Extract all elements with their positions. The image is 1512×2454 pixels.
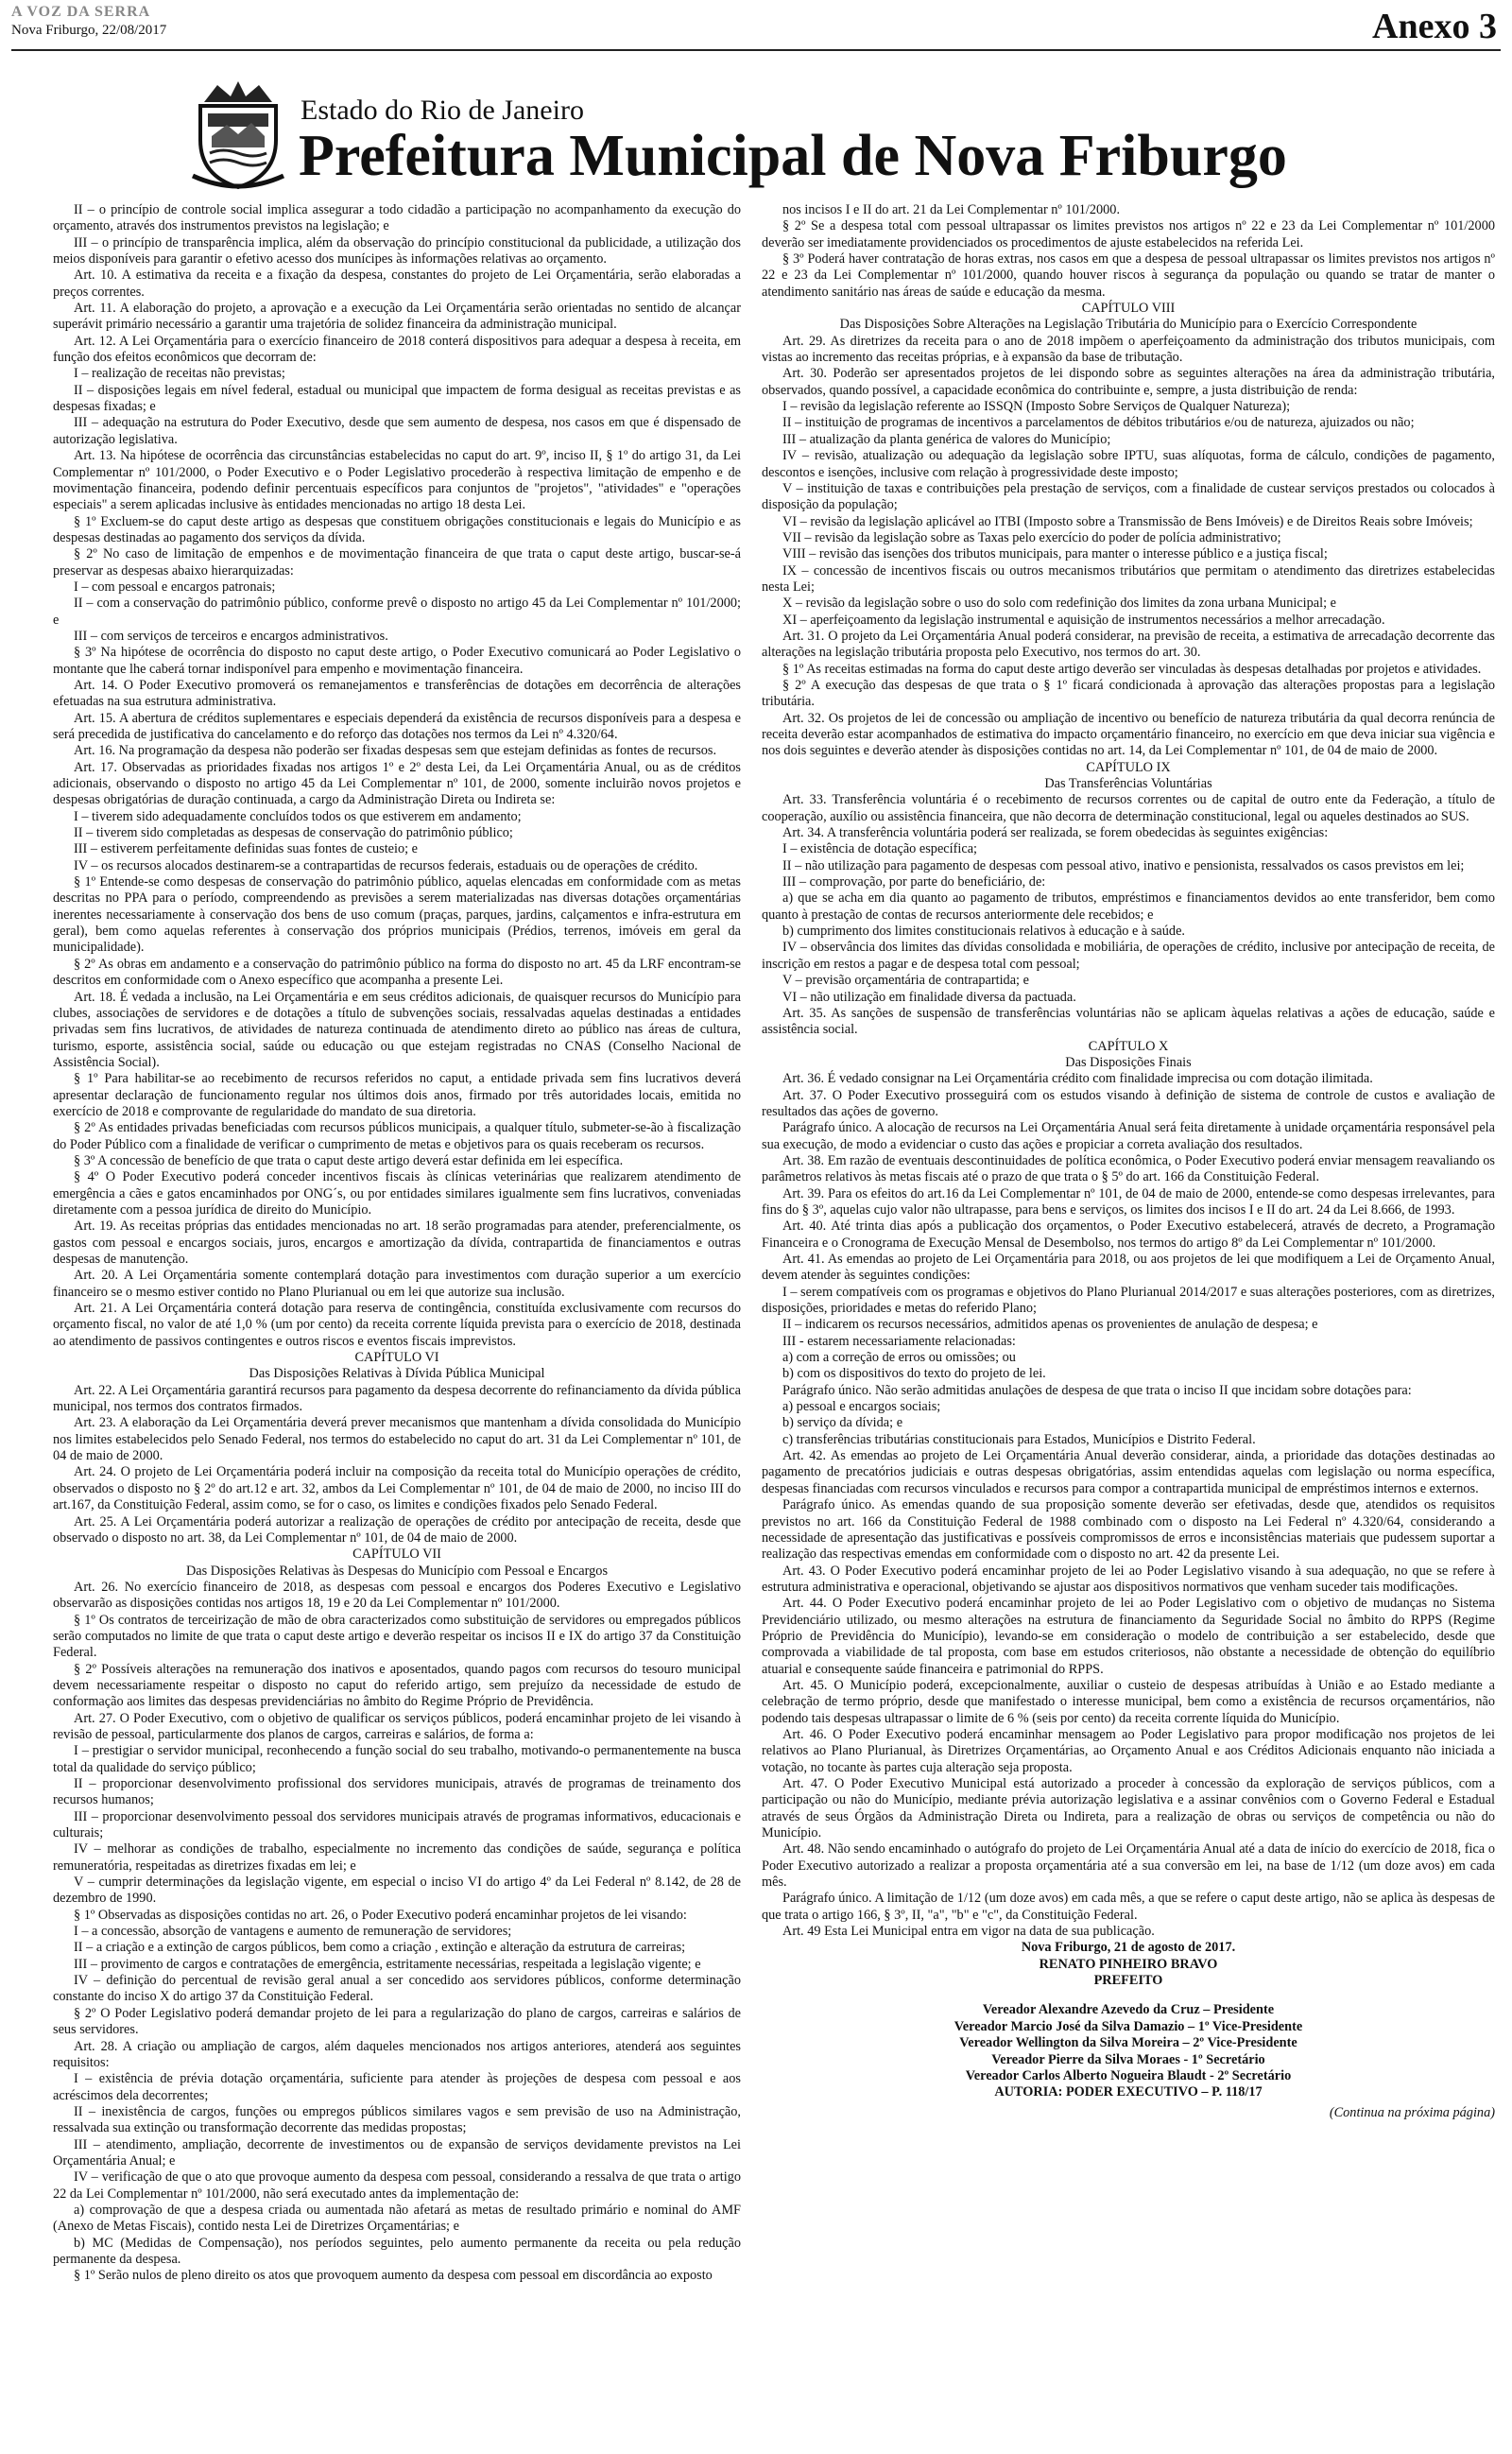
text-paragraph: II – tiverem sido completadas as despesas de conservação do patrimônio público; [74,825,513,841]
text-paragraph: § 1º Entende-se como despesas de conservação do patrimônio público, aquelas elencadas em conformidade com as metas descritas no PPA para o período, compreendendo as previsões a serem materializadas nas diversas dotações orçamentárias inerentes necessariamente à conservação dos bens de uso comum (praças, parques, jardins, calçamentos e infra-estrutura em geral), bem como aquelas referentes à conservação dos próprios municipais (Prédios, terrenos, imóveis em geral da municipalidade). [53,874,741,956]
text-paragraph: IX – concessão de incentivos fiscais ou outros mecanismos tributários que permitam o atendimento das diretrizes estabelecidas nesta Lei; [762,562,1495,595]
text-paragraph: Art. 27. O Poder Executivo, com o objetivo de qualificar os serviços públicos, poderá encaminhar projeto de lei visando à revisão de pessoal, particularmente dos planos de cargos, carreiras e salários, de forma a: [53,1710,741,1742]
signature-block [762,1940,1495,2120]
text-paragraph: § 2º Possíveis alterações na remuneração dos inativos e aposentados, quando pagos com recursos do tesouro municipal devem necessariamente respeitar o disposto no caput do referido artigo, sem prejuízo da necessidade de estudo de conformação aos limites das despesas previdenciárias no âmbito do Regime Próprio de Previdência. [53,1661,741,1710]
text-paragraph: CAPÍTULO VIII [1081,301,1176,317]
text-paragraph: III – estiverem perfeitamente definidas suas fontes de custeio; e [74,841,419,857]
text-paragraph: Art. 36. É vedado consignar na Lei Orçamentária crédito com finalidade imprecisa ou com dotação ilimitada. [782,1071,1373,1087]
text-paragraph: VII – revisão da legislação sobre as Taxas pelo exercício do poder de polícia administrativo; [782,529,1281,545]
text-paragraph: II – inexistência de cargos, funções ou empregos públicos similares vagos e sem previsão de uso na Administração, ressalvada sua extinção ou transformação decorrente das medidas propostas; [53,2103,741,2136]
mayor-title: PREFEITO [1093,1973,1163,1989]
text-paragraph: IV – definição do percentual de revisão geral anual a ser concedido aos servidores públicos, conforme determinação constante do inciso X do artigo 37 da Constituição Federal. [53,1973,741,2005]
text-paragraph: III – atualização da planta genérica de valores do Município; [782,431,1111,447]
text-paragraph: a) pessoal e encargos sociais; [782,1399,941,1415]
text-paragraph: § 2º As obras em andamento e a conservação do patrimônio público na forma do disposto no art. 45 da LRF encontram-se descritos em conformidade com o Anexo específico que acompanha a presente Lei. [53,956,741,989]
mayor-name: RENATO PINHEIRO BRAVO [1039,1956,1218,1972]
text-paragraph: Art. 25. A Lei Orçamentária poderá autorizar a realização de operações de crédito por antecipação de receita, desde que observado o disposto no art. 38, da Lei Complementar nº 101, de 04 de maio de 2000. [53,1513,741,1546]
issue-date: Nova Friburgo, 22/08/2017 [11,23,167,38]
text-paragraph: § 1º Para habilitar-se ao recebimento de recursos referidos no caput, a entidade privada sem fins lucrativos deverá apresentar declaração de funcionamento regular nos últimos dois anos, firmado por três autoridades locais, emitida no exercício de 2018 e comprovante de regularidade do mandato de sua diretoria. [53,1071,741,1119]
text-paragraph: V – cumprir determinações da legislação vigente, em especial o inciso VI do artigo 4º da Lei Federal nº 8.142, de 28 de dezembro de 1990. [53,1875,741,1907]
text-paragraph: Parágrafo único. Não serão admitidas anulações de despesa de que trata o inciso II que incidam sobre dotações para: [782,1382,1412,1398]
text-paragraph: Art. 21. A Lei Orçamentária conterá dotação para reserva de contingência, constituída exclusivamente com recursos do orçamento fiscal, no valor de até 1,0 % (um por cento) da receita corrente líquida prevista para o exercício de 2018, destinada ao atendimento de passivos contingentes e outros riscos e eventos fiscais imprevistos. [53,1301,741,1349]
text-paragraph: § 1º Os contratos de terceirização de mão de obra caracterizados como substituição de servidores ou empregados públicos serão computados no limite de que trata o caput deste artigo e deverão respeitar os incisos II e IX do artigo 37 da Constituição Federal. [53,1612,741,1661]
text-paragraph: XI – aperfeiçoamento da legislação instrumental e aquisição de instrumentos necessários a melhor arrecadação. [782,612,1385,628]
text-paragraph: III – provimento de cargos e contratações de emergência, estritamente necessárias, respeitada a legislação vigente; e [74,1956,701,1972]
text-paragraph: Art. 29. As diretrizes da receita para o ano de 2018 impõem o aperfeiçoamento da administração dos tributos municipais, com vistas ao incremento das receitas próprias, e à expansão da base de tributação. [762,333,1495,366]
continuation-note: (Continua na próxima página) [1329,2104,1495,2120]
text-paragraph: CAPÍTULO IX [1086,759,1171,775]
text-paragraph: III – atendimento, ampliação, decorrente de investimentos ou de expansão de serviços devidamente previstos na Lei Orçamentária Anual; e [53,2136,741,2169]
text-paragraph: Art. 40. Até trinta dias após a publicação dos orçamentos, o Poder Executivo estabelecerá, através de decreto, a Programação Financeira e o Cronograma de Execução Mensal de Desembolso, nos termos do artigo 8º da Lei Complementar nº 101/2000. [762,1218,1495,1251]
text-paragraph: Art. 26. No exercício financeiro de 2018, as despesas com pessoal e encargos dos Poderes Executivo e Legislativo observarão as disposições contidas nos artigos 18, 19 e 20 da Lei Complementar nº 101/2000. [53,1579,741,1612]
text-paragraph: nos incisos I e II do art. 21 da Lei Complementar nº 101/2000. [782,202,1121,217]
councillor-line: Vereador Alexandre Azevedo da Cruz – Presidente [982,2002,1275,2018]
text-paragraph: § 1º Observadas as disposições contidas no art. 26, o Poder Executivo poderá encaminhar projetos de lei visando: [74,1907,687,1923]
text-paragraph: CAPÍTULO VI [354,1350,439,1366]
text-paragraph: Parágrafo único. As emendas quando de sua proposição somente deverão ser efetivadas, desde que, atendidos os requisitos previstos no art. 166 da Constituição Federal de 1988 combinado com o disposto na Lei Federal nº 4.320/64, considerando a necessidade de apresentação das justificativas e possíveis compromissos de erros e inconsistências materiais que pudessem suportar a realização das respectivas emendas em conformidade com o disposto no art. 42 da presente Lei. [762,1497,1495,1563]
coat-of-arms-icon [189,78,288,191]
text-paragraph: I – prestigiar o servidor municipal, reconhecendo a função social do seu trabalho, motivando-o permanentemente na busca total da qualidade do serviço público; [53,1743,741,1775]
councillor-line: Vereador Wellington da Silva Moreira – 2º Vice-Presidente [959,2035,1297,2051]
text-paragraph: b) serviço da dívida; e [782,1415,903,1431]
text-paragraph: Art. 44. O Poder Executivo poderá encaminhar projeto de lei ao Poder Legislativo com o objetivo de mudanças no Sistema Previdenciário utilizado, ou mesmo alterações na estrutura de financiamento da Seguridade Social no âmbito do RPPS (Regime Próprio de Previdência do Município), levando-se em consideração o modelo de contribuição a ser estabelecido, desde que comprovada a viabilidade de tal proposta, com base em estudos criteriosos, não obstante a necessidade de obtenção do equilíbrio atuarial e consequente saúde financeira e patrimonial do RPPS. [762,1596,1495,1677]
text-paragraph: II – instituição de programas de incentivos a parcelamentos de débitos tributários e/ou de natureza, ajuizados ou não; [782,415,1415,431]
text-paragraph: II – com a conservação do patrimônio público, conforme prevê o disposto no artigo 45 da Lei Complementar nº 101/2000; e [53,596,741,628]
text-paragraph: Art. 35. As sanções de suspensão de transferências voluntárias não se aplicam àquelas relativas a ações de educação, saúde e assistência social. [762,1005,1495,1038]
text-paragraph: b) cumprimento dos limites constitucionais relativos à educação e à saúde. [782,924,1185,940]
text-paragraph: II – o princípio de controle social implica assegurar a todo cidadão a participação no acompanhamento da execução do orçamento, através dos instrumentos previstos na legislação; e [53,202,741,234]
text-paragraph: § 3º Na hipótese de ocorrência do disposto no caput deste artigo, o Poder Executivo comunicará ao Poder Legislativo o montante que lhe caberá tornar indisponível para empenho e movimentação financeira. [53,645,741,677]
councillor-line: Vereador Marcio José da Silva Damazio – 1º Vice-Presidente [954,2018,1303,2034]
text-paragraph: IV – verificação de que o ato que provoque aumento da despesa com pessoal, considerando a ressalva de que trata o artigo 22 da Lei Complementar nº 101/2000, não será executado antes da implementação de: [53,2169,741,2202]
text-paragraph: I – com pessoal e encargos patronais; [74,579,276,595]
text-paragraph: CAPÍTULO VII [352,1547,441,1563]
text-paragraph: II – indicarem os recursos necessários, admitidos apenas os provenientes de anulação de despesa; e [782,1317,1318,1333]
text-paragraph: IV – melhorar as condições de trabalho, especialmente no incremento das condições de saúde, segurança e política remuneratória, respeitadas as diretrizes fixadas em lei; e [53,1841,741,1874]
text-paragraph: Art. 19. As receitas próprias das entidades mencionadas no art. 18 serão programadas para atender, preferencialmente, os gastos com pessoal e encargos sociais, juros, encargos e amortização da dívida, contrapartida de financiamentos e outras despesas de manutenção. [53,1218,741,1267]
text-paragraph: Art. 41. As emendas ao projeto de Lei Orçamentária para 2018, ou aos projetos de lei que modifiquem a Lei de Orçamento Anual, devem atender às seguintes condições: [762,1252,1495,1284]
left-text-column [53,202,741,2285]
councillor-line: Vereador Carlos Alberto Nogueira Blaudt - 2º Secretário [965,2067,1292,2083]
text-paragraph: § 4º O Poder Executivo poderá conceder incentivos fiscais às clínicas veterinárias que realizarem atendimento de emergência a cães e gatos encaminhados por ONG´s, ou por entidades similares igualmente sem fins lucrativos, conveniadas diretamente com a pessoa jurídica de direito do Município. [53,1169,741,1218]
text-paragraph: a) comprovação de que a despesa criada ou aumentada não afetará as metas de resultado primário e nominal do AMF (Anexo de Metas Fiscais), contido nesta Lei de Diretrizes Orçamentárias; e [53,2202,741,2235]
text-paragraph: I – revisão da legislação referente ao ISSQN (Imposto Sobre Serviços de Qualquer Natureza); [782,399,1291,415]
text-paragraph: Art. 31. O projeto da Lei Orçamentária Anual poderá considerar, na previsão de receita, a estimativa de arrecadação decorrente das alterações na legislação tributária proposta pelo Executivo, nos termos do art. 30. [762,628,1495,661]
text-paragraph: I – serem compatíveis com os programas e objetivos do Plano Plurianual 2014/2017 e suas alterações posteriores, com as diretrizes, disposições, prioridades e metas do referido Plano; [762,1284,1495,1317]
text-paragraph: Art. 20. A Lei Orçamentária somente contemplará dotação para investimentos com duração superior a um exercício financeiro se o mesmo estiver contido no Plano Plurianual ou em lei que autorize sua inclusão. [53,1268,741,1300]
text-paragraph: Art. 13. Na hipótese de ocorrência das circunstâncias estabelecidas no caput do art. 9º, inciso II, § 1º do artigo 31, da Lei Complementar nº 101/2000, o Poder Executivo e o Poder Legislativo procederão à respectiva limitação de empenho e de movimentação financeira, podendo definir percentuais específicos para conjuntos de "projetos", "atividades" e "operações especiais" a serem aplicadas inclusive às entidades mencionadas no artigo 18 desta Lei. [53,448,741,513]
text-paragraph: Art. 11. A elaboração do projeto, a aprovação e a execução da Lei Orçamentária serão orientadas no sentido de alcançar superávit primário necessário a garantir uma trajetória de solidez financeira da administração municipal. [53,301,741,333]
text-paragraph: Art. 45. O Município poderá, excepcionalmente, auxiliar o custeio de despesas atribuídas à União e ao Estado mediante a celebração de termo próprio, desde que manifestado o interesse municipal, bem como a existência de recursos orçamentários, não podendo tais despesas ultrapassar o limite de 6 % (seis por cento) da receita corrente líquida do Município. [762,1677,1495,1726]
state-name: Estado do Rio de Janeiro [301,95,584,126]
text-paragraph: Art. 38. Em razão de eventuais descontinuidades de política econômica, o Poder Executivo poderá enviar mensagem reavaliando os parâmetros relativos às metas fiscais até o prazo de que trata o § 5º do art. 166 da Constituição Federal. [762,1152,1495,1185]
text-paragraph: Art. 14. O Poder Executivo promoverá os remanejamentos e transferências de dotações em decorrência de alterações efetuadas na sua estrutura administrativa. [53,677,741,710]
text-paragraph: b) com os dispositivos do texto do projeto de lei. [782,1366,1046,1382]
text-paragraph: IV – observância dos limites das dívidas consolidada e mobiliária, de operações de crédito, inclusive por antecipação de receita, de inscrição em restos a pagar e de despesa total com pessoal; [762,940,1495,972]
text-paragraph: Das Transferências Voluntárias [1044,776,1212,792]
newspaper-name: A VOZ DA SERRA [11,4,151,20]
text-paragraph: Art. 12. A Lei Orçamentária para o exercício financeiro de 2018 conterá dispositivos para adequar a despesa à receita, em função dos efeitos econômicos que decorram de: [53,333,741,366]
text-paragraph: Das Disposições Finais [1065,1054,1192,1070]
text-paragraph: § 2º O Poder Legislativo poderá demandar projeto de lei para a regularização do plano de cargos, carreiras e salários de seus servidores. [53,2005,741,2038]
text-paragraph: § 3º Poderá haver contratação de horas extras, nos casos em que a despesa de pessoal ultrapassar os limites previstos nos artigos nº 22 e 23 da Lei Complementar nº 101/2000, quando houver riscos à segurança da população ou quando se tratar de manter o atendimento sanitário nas áreas de saúde e educação da mesma. [762,251,1495,300]
text-paragraph: § 2º A execução das despesas de que trata o § 1º ficará condicionada à aprovação das alterações propostas para a legislação tributária. [762,677,1495,710]
text-paragraph: § 1º Excluem-se do caput deste artigo as despesas que constituem obrigações constitucionais e legais do Município e as despesas destinadas ao pagamento dos serviços da dívida. [53,513,741,545]
text-paragraph: II – proporcionar desenvolvimento profissional dos servidores municipais, através de programas de treinamento dos recursos humanos; [53,1776,741,1808]
text-paragraph: Art. 47. O Poder Executivo Municipal está autorizado a proceder à concessão da exploração de serviços públicos, com a participação ou não do Município, mediante prévia autorização legislativa e a assinar convênios com o Governo Federal e Estadual através de seus Órgãos da Administração Direta ou Indireta, para a realização de obras ou serviços de competência ou não do Município. [762,1776,1495,1841]
text-paragraph: § 1º As receitas estimadas na forma do caput deste artigo deverão ser vinculadas às despesas detalhadas por projetos e atividades. [782,661,1482,677]
text-paragraph: § 2º Se a despesa total com pessoal ultrapassar os limites previstos nos artigos nº 22 e 23 da Lei Complementar nº 101/2000 deverão ser imediatamente providenciados os procedimentos de ajuste estabelecidos na referida Lei. [762,218,1495,251]
text-paragraph: Art. 10. A estimativa da receita e a fixação da despesa, constantes do projeto de Lei Orçamentária, serão elaboradas a preços correntes. [53,268,741,300]
text-paragraph: Art. 18. É vedada a inclusão, na Lei Orçamentária e em seus créditos adicionais, de quaisquer recursos do Município para clubes, associações de servidores e de dotações a título de subvenções sociais, ressalvadas aquelas destinadas a entidades privadas sem fins lucrativos, de atividades de natureza continuada de atendimento direto ao público nas áreas de cultura, turismo, esporte, assistência social, saúde ou educação ou que estejam registradas no CNAS (Conselho Nacional de Assistência Social). [53,989,741,1070]
page-header [11,4,1501,51]
text-paragraph: Art. 43. O Poder Executivo poderá encaminhar projeto de lei ao Poder Legislativo visando à sua adequação, no que se refere à estrutura administrativa e operacional, objetivando se ajustar aos dispositivos normativos que venham suceder tais modificações. [762,1563,1495,1595]
text-paragraph: Art. 23. A elaboração da Lei Orçamentária deverá prever mecanismos que mantenham a dívida consolidada do Município nos limites estabelecidos pelo Senado Federal, nos termos do estabelecido no caput do art. 31 da Lei Complementar nº 101, de 04 de maio de 2000. [53,1415,741,1464]
text-paragraph: I – tiverem sido adequadamente concluídos todos os que estiverem em andamento; [74,808,522,824]
masthead-title: Prefeitura Municipal de Nova Friburgo [299,124,1287,188]
text-paragraph: V – previsão orçamentária de contrapartida; e [782,973,1029,989]
text-paragraph: III – adequação na estrutura do Poder Executivo, desde que sem aumento de despesa, nos casos em que é dispensado de autorização legislativa. [53,415,741,447]
text-paragraph: VIII – revisão das isenções dos tributos municipais, para manter o interesse público e a justiça fiscal; [782,546,1328,562]
text-paragraph: X – revisão da legislação sobre o uso do solo com redefinição dos limites da zona urbana Municipal; e [782,596,1337,612]
text-paragraph: Art. 16. Na programação da despesa não poderão ser fixadas despesas sem que estejam definidas as fontes de recursos. [74,743,717,759]
text-paragraph: Art. 22. A Lei Orçamentária garantirá recursos para pagamento da despesa decorrente do refinanciamento da dívida pública municipal, nos termos dos contratos firmados. [53,1382,741,1415]
text-paragraph: I – existência de prévia dotação orçamentária, suficiente para atender às projeções de despesa com pessoal e aos acréscimos dela decorrentes; [53,2071,741,2103]
text-paragraph: § 2º As entidades privadas beneficiadas com recursos públicos municipais, a qualquer título, submeter-se-ão à fiscalização do Poder Público com a finalidade de verificar o cumprimento de metas e objetivos para os quais receberam os recursos. [53,1120,741,1152]
text-paragraph: IV – os recursos alocados destinarem-se a contrapartidas de recursos federais, estaduais ou de operações de crédito. [74,857,698,873]
text-paragraph: a) que se acha em dia quanto ao pagamento de tributos, empréstimos e financiamentos devidos ao ente transferidor, bem como quanto à prestação de contas de recursos anteriormente dele recebidos; e [762,890,1495,923]
text-paragraph: Art. 48. Não sendo encaminhado o autógrafo do projeto de Lei Orçamentária Anual até a data de início do exercício de 2018, fica o Poder Executivo autorizado a realizar a proposta orçamentária até a sua conversão em lei, na base de 1/12 (um doze avos) em cada mês. [762,1841,1495,1891]
text-paragraph: III – proporcionar desenvolvimento pessoal dos servidores municipais através de programas informativos, educacionais e culturais; [53,1808,741,1841]
text-paragraph: III – com serviços de terceiros e encargos administrativos. [74,628,388,644]
text-paragraph: Art. 32. Os projetos de lei de concessão ou ampliação de incentivo ou benefício de natureza tributária da qual decorra renúncia de receita deverão estar acompanhados de estimativa do impacto orçamentário financeiro, no exercício em que deva iniciar sua vigência e nos dois seguintes e deverão atender às disposições contidas no art. 14, da Lei Complementar nº 101, de 04 de maio de 2000. [762,710,1495,759]
annex-label: Anexo 3 [1372,7,1497,46]
text-paragraph: I – existência de dotação específica; [782,841,978,857]
text-paragraph: Art. 49 Esta Lei Municipal entra em vigor na data de sua publicação. [782,1924,1155,1940]
text-paragraph: Art. 46. O Poder Executivo poderá encaminhar mensagem ao Poder Legislativo para propor modificação nos projetos de lei relativos ao Plano Plurianual, às Diretrizes Orçamentárias, ao Orçamento Anual e aos Créditos Adicionais enquanto não iniciada a votação, no tocante às partes cuja alteração seja proposta. [762,1726,1495,1775]
text-paragraph: Art. 33. Transferência voluntária é o recebimento de recursos correntes ou de capital de outro ente da Federação, a título de cooperação, auxílio ou assistência financeira, que não decorra de determinação constitucional, legal ou aqueles destinados ao SUS. [762,792,1495,824]
text-paragraph: Art. 28. A criação ou ampliação de cargos, além daqueles mencionados nos artigos anteriores, atenderá aos seguintes requisitos: [53,2038,741,2070]
text-paragraph: VI – não utilização em finalidade diversa da pactuada. [782,989,1076,1005]
text-paragraph: Art. 34. A transferência voluntária poderá ser realizada, se forem obedecidas às seguintes exigências: [782,825,1329,841]
text-paragraph: I – a concessão, absorção de vantagens e aumento de remuneração de servidores; [74,1924,512,1940]
text-paragraph: Art. 17. Observadas as prioridades fixadas nos artigos 1º e 2º desta Lei, da Lei Orçamentária Anual, ou as de créditos adicionais, observando o disposto no artigo 45 da Lei Complementar nº 101, de 2000, somente incluirão novos projetos e despesas obrigatórias de duração continuada, a cargo da Administração Direta ou Indireta se: [53,759,741,808]
councillor-line: Vereador Pierre da Silva Moraes - 1º Secretário [991,2051,1265,2067]
text-paragraph: Art. 39. Para os efeitos do art.16 da Lei Complementar nº 101, de 04 de maio de 2000, entende-se como despesas irrelevantes, para fins do § 3º, aquelas cujo valor não ultrapasse, para bens e serviços, os limites dos incisos I e II do art. 24 da Lei 8.666, de 1993. [762,1185,1495,1218]
text-paragraph: CAPÍTULO X [1088,1038,1169,1054]
text-paragraph: Das Disposições Relativas às Despesas do Município com Pessoal e Encargos [185,1563,609,1579]
text-paragraph: Das Disposições Relativas à Dívida Pública Municipal [249,1366,545,1382]
text-paragraph: a) com a correção de erros ou omissões; ou [782,1350,1016,1366]
text-paragraph: I – realização de receitas não previstas; [74,366,285,382]
text-paragraph: III – o princípio de transparência implica, além da observação do princípio constitucional da publicidade, a utilização dos meios disponíveis para garantir o efetivo acesso dos munícipes às informações relativas ao orçamento. [53,234,741,268]
text-paragraph: § 3º A concessão de benefício de que trata o caput deste artigo deverá estar definida em lei específica. [74,1152,624,1168]
text-paragraph: Art. 37. O Poder Executivo prosseguirá com os estudos visando à definição de sistema de controle de custos e avaliação de resultados das ações de governo. [762,1087,1495,1119]
text-paragraph: II – não utilização para pagamento de despesas com pessoal ativo, inativo e pensionista, ressalvados os casos previstos em lei; [782,857,1465,873]
text-paragraph: Art. 30. Poderão ser apresentados projetos de lei dispondo sobre as seguintes alterações na área da administração tributária, observados, quando possível, a capacidade econômica do contribuinte e, sempre, a justa distribuição de renda: [762,366,1495,398]
text-paragraph: Art. 24. O projeto de Lei Orçamentária poderá incluir na composição da receita total do Município operações de crédito, observados o disposto no § 2º do art.12 e art. 32, ambos da Lei Complementar nº 101, de 04 de maio de 2000, no inciso III do art.167, da Constituição Federal, assim como, se for o caso, os limites e condições fixados pelo Senado Federal. [53,1464,741,1513]
text-paragraph: b) MC (Medidas de Compensação), nos períodos seguintes, pelo aumento permanente da receita ou pela redução permanente da despesa. [53,2235,741,2267]
text-paragraph: V – instituição de taxas e contribuições pela prestação de serviços, com a finalidade de custear serviços prestados ou colocados à disposição da população; [762,480,1495,513]
text-paragraph: Art. 42. As emendas ao projeto de Lei Orçamentária Anual deverão considerar, ainda, a prioridade das dotações destinadas ao pagamento de precatórios judiciais e outras despesas obrigatórias, assim entendidas aquelas com legislação ou norma específica, despesas financiadas com recursos vinculados e recursos para compor a contrapartida municipal de empréstimos internos e externos. [762,1448,1495,1496]
text-paragraph: IV – revisão, atualização ou adequação da legislação sobre IPTU, suas alíquotas, forma de cálculo, condições de pagamento, descontos e isenções, inclusive com relação à progressividade deste imposto; [762,448,1495,480]
text-paragraph: Art. 15. A abertura de créditos suplementares e especiais dependerá da existência de recursos disponíveis para a despesa e será precedida de justificativa do cancelamento e do reforço das dotações nos termos da Lei nº 4.320/64. [53,710,741,742]
right-column-body [762,202,1495,1940]
text-paragraph: VI – revisão da legislação aplicável ao ITBI (Imposto sobre a Transmissão de Bens Imóveis) e de Direitos Reais sobre Imóveis; [782,513,1473,529]
text-paragraph: § 2º No caso de limitação de empenhos e de movimentação financeira de que trata o caput deste artigo, buscar-se-á preservar as despesas abaixo hierarquizadas: [53,546,741,579]
text-paragraph: III – comprovação, por parte do beneficiário, de: [782,874,1046,890]
text-paragraph: Das Disposições Sobre Alterações na Legislação Tributária do Município para o Exercício Correspondente [839,317,1418,333]
text-paragraph: II – disposições legais em nível federal, estadual ou municipal que impactem de forma desigual as receitas previstas e as despesas fixadas; e [53,382,741,415]
place-date: Nova Friburgo, 21 de agosto de 2017. [1021,1940,1236,1956]
text-paragraph: Parágrafo único. A alocação de recursos na Lei Orçamentária Anual será feita diretamente à unidade orçamentária responsável pela sua execução, de modo a evidenciar o custo das ações e propiciar a correta avaliação dos resultados. [762,1120,1495,1152]
text-paragraph: Parágrafo único. A limitação de 1/12 (um doze avos) em cada mês, a que se refere o caput deste artigo, não se aplica às despesas de que trata o artigo 166, § 3º, II, "a", "b" e "c", da Constituição Federal. [762,1891,1495,1923]
text-paragraph: III - estarem necessariamente relacionadas: [782,1333,1016,1349]
text-paragraph: II – a criação e a extinção de cargos públicos, bem como a criação , extinção e alteração da estrutura de carreiras; [74,1940,686,1956]
text-paragraph: c) transferências tributárias constitucionais para Estados, Municípios e Distrito Federal. [782,1431,1256,1447]
authorship-line: AUTORIA: PODER EXECUTIVO – P. 118/17 [994,2084,1263,2100]
text-paragraph: § 1º Serão nulos de pleno direito os atos que provoquem aumento da despesa com pessoal em discordância ao exposto [74,2268,713,2284]
right-text-column [762,202,1495,2121]
